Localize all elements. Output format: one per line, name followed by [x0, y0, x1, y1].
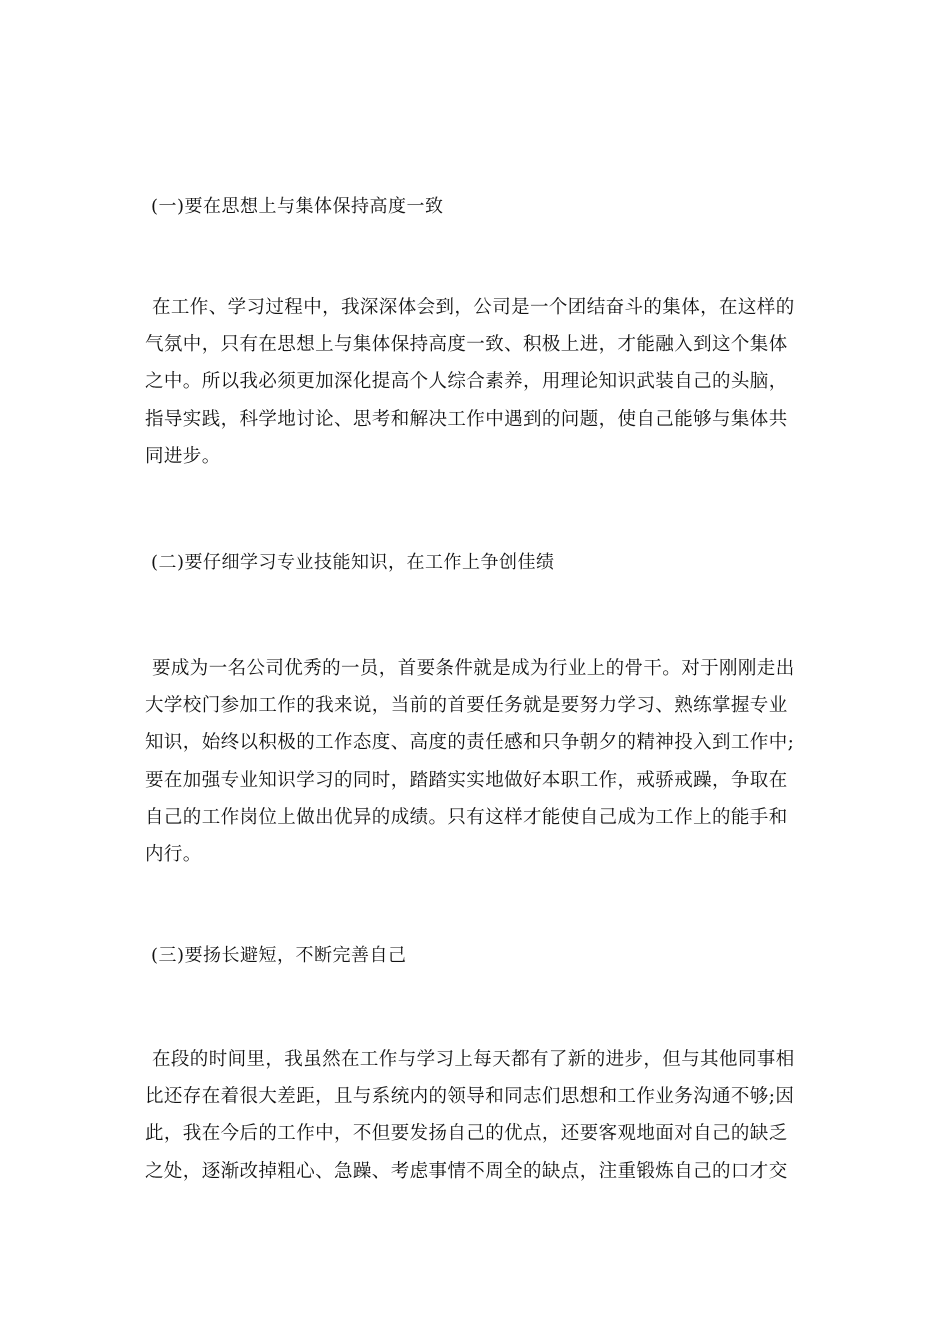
paragraph-line: 指导实践，科学地讨论、思考和解决工作中遇到的问题，使自己能够与集体共 [145, 408, 788, 430]
paragraph-line: 比还存在着很大差距，且与系统内的领导和同志们思想和工作业务沟通不够;因 [145, 1086, 795, 1108]
paragraph-line: 知识，始终以积极的工作态度、高度的责任感和只争朝夕的精神投入到工作中; [145, 732, 795, 754]
section-paragraph-1 [145, 289, 810, 475]
section-heading-2: (二)要仔细学习专业技能知识，在工作上争创佳绩 [151, 552, 555, 573]
section-heading-1: (一)要在思想上与集体保持高度一致 [151, 196, 444, 217]
paragraph-line: 气氛中，只有在思想上与集体保持高度一致、积极上进，才能融入到这个集体 [145, 334, 788, 356]
paragraph-line: 要成为一名公司优秀的一员，首要条件就是成为行业上的骨干。对于刚刚走出 [152, 658, 795, 679]
paragraph-line: 要在加强专业知识学习的同时，踏踏实实地做好本职工作，戒骄戒躁，争取在 [145, 769, 788, 791]
paragraph-line: 同进步。 [145, 445, 221, 467]
paragraph-line: 之处，逐渐改掉粗心、急躁、考虑事情不周全的缺点，注重锻炼自己的口才交 [145, 1160, 788, 1182]
paragraph-line: 在工作、学习过程中，我深深体会到，公司是一个团结奋斗的集体，在这样的 [152, 297, 795, 318]
section-paragraph-3 [145, 1041, 810, 1190]
paragraph-line: 之中。所以我必须更加深化提高个人综合素养，用理论知识武装自己的头脑， [145, 371, 788, 393]
paragraph-line: 自己的工作岗位上做出优异的成绩。只有这样才能使自己成为工作上的能手和 [145, 806, 788, 828]
paragraph-line: 此，我在今后的工作中，不但要发扬自己的优点，还要客观地面对自己的缺乏 [145, 1123, 788, 1145]
section-heading-3: (三)要扬长避短，不断完善自己 [151, 945, 407, 966]
paragraph-line: 大学校门参加工作的我来说，当前的首要任务就是要努力学习、熟练掌握专业 [145, 695, 788, 717]
paragraph-line: 内行。 [145, 843, 202, 865]
section-paragraph-2 [145, 650, 810, 873]
paragraph-line: 在段的时间里，我虽然在工作与学习上每天都有了新的进步，但与其他同事相 [152, 1049, 795, 1070]
